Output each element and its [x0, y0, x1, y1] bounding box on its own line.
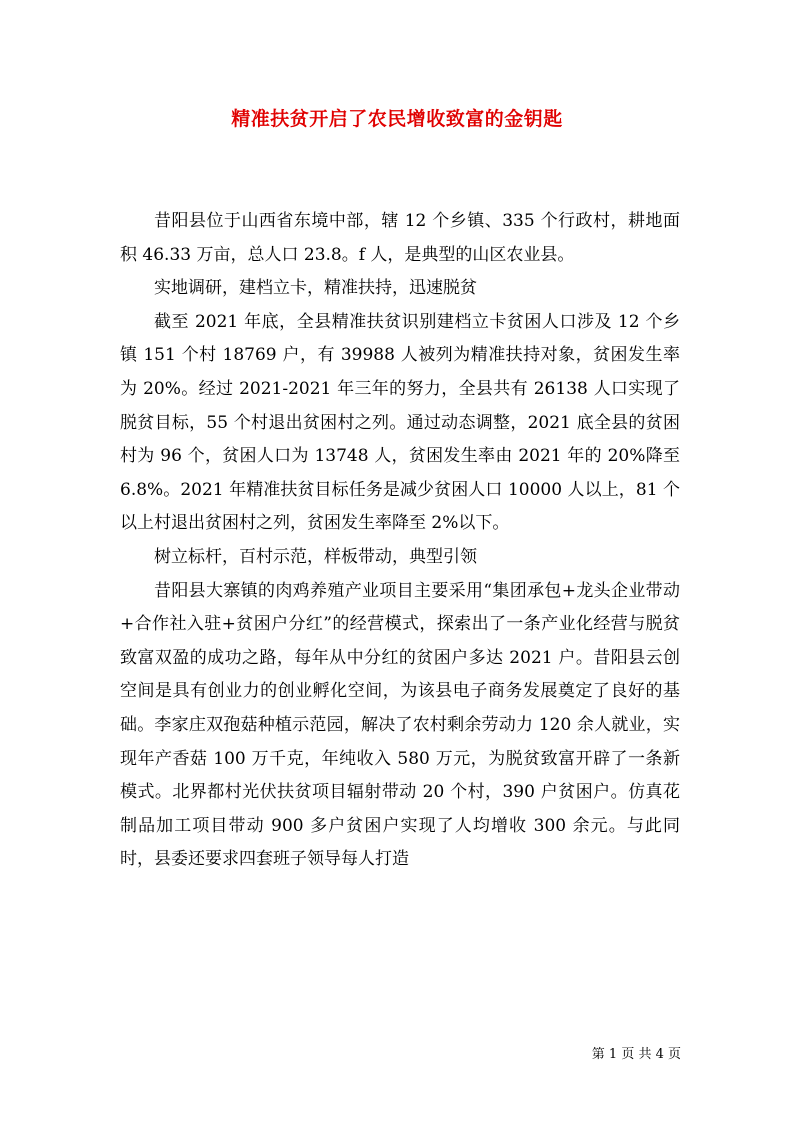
page-title: 精准扶贫开启了农民增收致富的金钥匙 [231, 108, 563, 130]
section-heading-investigation: 实地调研，建档立卡，精准扶持，迅速脱贫 [154, 278, 477, 299]
paragraph-industry-projects: 昔阳县大寨镇的肉鸡养殖产业项目主要采用“集团承包+龙头企业带动+合作社入驻+贫困户分红”的经营模式，探索出了一条产业化经营与脱贫致富双盈的成功之路，每年从中分红的贫困户多达 2021 户。昔阳县云创空间是具有创业力的创业孵化空间，为该县电子商务发展奠定了良好的基础。李家庄双孢菇种植示范园，解决了农村剩余劳动力 120 余人就业，实现年产香菇 100 万千克，年纯收入 580 万元，为脱贫致富开辟了一条新模式。北界都村光伏扶贫项目辐射带动 20 个村，390 户贫困户。仿真花制品加工项目带动 900 多户贫困户实现了人均增收 300 余元。与此同时，县委还要求四套班子领导每人打造 [120, 580, 680, 870]
page-number: 第 1 页 共 4 页 [591, 1047, 681, 1062]
paragraph-poverty-statistics: 截至 2021 年底，全县精准扶贫识别建档立卡贫困人口涉及 12 个乡镇 151 个村 18769 户，有 39988 人被列为精准扶持对象，贫困发生率为 20%。经过 2021-2021 年三年的努力，全县共有 26138 人口实现了脱贫目标，55 个村退出贫困村之列。通过动态调整，2021 底全县的贫困村为 96 个，贫困人口为 13748 人，贫困发生率由 2021 年的 20%降至 6.8%。2021 年精准扶贫目标任务是减少贫困人口 10000 人以上，81 个以上村退出贫困村之列，贫困发生率降至 2%以下。 [120, 311, 680, 534]
section-heading-demonstration: 树立标杆，百村示范，样板带动，典型引领 [154, 546, 477, 567]
document-body [120, 205, 680, 877]
paragraph-intro: 昔阳县位于山西省东境中部，辖 12 个乡镇、335 个行政村，耕地面积 46.33 万亩，总人口 23.8。f 人，是典型的山区农业县。 [120, 211, 680, 265]
